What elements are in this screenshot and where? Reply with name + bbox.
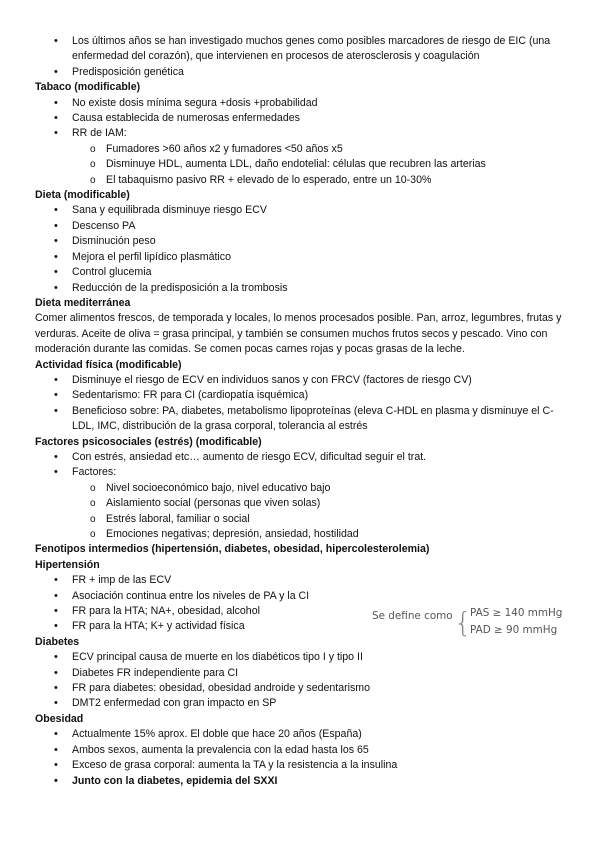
document-body: [35, 34, 575, 789]
list-item: [35, 465, 575, 480]
line-text: Exceso de grasa corporal: aumenta la TA y la resistencia a la insulina: [72, 759, 398, 772]
line-text: Dieta (modificable): [35, 189, 130, 202]
line-text: ECV principal causa de muerte en los diabéticos tipo I y tipo II: [72, 651, 363, 664]
pas-threshold: PAS ≥ 140 mmHg: [470, 607, 563, 619]
list-item: [35, 388, 575, 403]
list-item: [35, 450, 575, 465]
bullet-icon: •: [54, 219, 58, 232]
brace-icon: {: [454, 606, 472, 639]
line-text: DMT2 enfermedad con gran impacto en SP: [72, 697, 277, 710]
list-item: [35, 234, 575, 249]
line-text: Dieta mediterránea: [35, 296, 131, 309]
list-item: [35, 65, 575, 80]
sub-list-item: [35, 496, 575, 511]
bullet-icon: •: [54, 389, 58, 402]
list-item: [35, 681, 575, 696]
list-item: [35, 589, 575, 604]
line-text: Factores psicosociales (estrés) (modificable): [35, 435, 262, 448]
list-item: [35, 219, 575, 234]
line-text: Reducción de la predisposición a la trombosis: [72, 281, 288, 294]
list-item: [35, 696, 575, 711]
line-text: Beneficioso sobre: PA, diabetes, metabolismo lipoproteínas (eleva C-HDL en plasma y disminuye el C-LDL, IMC, distribución de la grasa corporal, tolerancia al estrés: [72, 404, 554, 433]
line-text: Fenotipos intermedios (hipertensión, diabetes, obesidad, hipercolesterolemia): [35, 543, 430, 556]
bullet-icon: •: [54, 204, 58, 217]
list-item: [35, 96, 575, 111]
line-text: Disminución peso: [72, 235, 156, 248]
line-text: Nivel socioeconómico bajo, nivel educativo bajo: [106, 481, 331, 494]
sub-list-item: [35, 173, 575, 188]
sub-bullet-icon: o: [90, 529, 96, 540]
bullet-icon: •: [54, 65, 58, 78]
bullet-icon: •: [54, 574, 58, 587]
line-text: Estrés laboral, familiar o social: [106, 512, 250, 525]
sub-list-item: [35, 481, 575, 496]
line-text: Sedentarismo: FR para CI (cardiopatía isquémica): [72, 389, 309, 402]
sub-list-item: [35, 157, 575, 172]
definition-lead: Se define como: [372, 610, 453, 622]
list-item: [35, 650, 575, 665]
line-text: FR para la HTA; K+ y actividad física: [72, 620, 245, 633]
list-item: [35, 573, 575, 588]
bullet-icon: •: [54, 373, 58, 386]
list-item: [35, 265, 575, 280]
list-item: [35, 666, 575, 681]
line-text: FR para diabetes: obesidad, obesidad androide y sedentarismo: [72, 682, 370, 695]
line-text: FR + imp de las ECV: [72, 574, 172, 587]
line-text: Predisposición genética: [72, 65, 184, 78]
line-text: Causa establecida de numerosas enfermedades: [72, 112, 300, 125]
sub-bullet-icon: o: [90, 174, 96, 186]
bullet-icon: •: [54, 250, 58, 263]
bullet-icon: •: [54, 651, 58, 664]
sub-bullet-icon: o: [90, 482, 96, 494]
line-text: Actividad física (modificable): [35, 358, 182, 371]
list-item: [35, 758, 575, 773]
bullet-icon: •: [54, 450, 58, 463]
line-text: Fumadores >60 años x2 y fumadores <50 años x5: [106, 142, 343, 155]
bullet-icon: •: [54, 235, 58, 248]
bullet-icon: •: [54, 127, 58, 140]
line-text: Comer alimentos frescos, de temporada y locales, lo menos procesados posible. Pan, arroz, legumbres, frutas y verduras. Aceite de oliva = grasa principal, y también se consumen muchos frutos secos y pescado. Vino con moderación durante las comidas. Se comen pocas carnes rojas y pocas grasas de la leche.: [35, 312, 562, 356]
bullet-icon: •: [54, 589, 58, 602]
line-text: Los últimos años se han investigado muchos genes como posibles marcadores de riesgo de EIC (una enfermedad del corazón), que intervienen en procesos de aterosclerosis y coagulación: [72, 35, 551, 63]
bullet-icon: •: [54, 605, 58, 618]
bullet-icon: •: [54, 774, 58, 787]
bullet-icon: •: [54, 697, 58, 710]
bullet-icon: •: [54, 728, 58, 741]
line-text: Asociación continua entre los niveles de PA y la CI: [72, 589, 310, 602]
line-text: Ambos sexos, aumenta la prevalencia con la edad hasta los 65: [72, 743, 369, 756]
section-heading: [35, 435, 575, 450]
line-text: Disminuye el riesgo de ECV en individuos sanos y con FRCV (factores de riesgo CV): [72, 373, 472, 386]
line-text: Disminuye HDL, aumenta LDL, daño endotelial: células que recubren las arterias: [106, 158, 486, 171]
line-text: Junto con la diabetes, epidemia del SXXI: [72, 774, 278, 787]
bullet-icon: •: [54, 620, 58, 633]
sub-bullet-icon: o: [90, 159, 96, 171]
bullet-icon: •: [54, 466, 58, 479]
bullet-icon: •: [54, 112, 58, 125]
line-text: Emociones negativas; depresión, ansiedad, hostilidad: [106, 528, 359, 540]
list-item: [35, 373, 575, 388]
bullet-icon: •: [54, 759, 58, 772]
section-heading: [35, 558, 575, 573]
section-heading: [35, 296, 575, 311]
sub-bullet-icon: o: [90, 513, 96, 525]
line-text: No existe dosis mínima segura +dosis +probabilidad: [72, 96, 318, 109]
line-text: Mejora el perfil lipídico plasmático: [72, 250, 231, 263]
section-heading: [35, 80, 575, 95]
bullet-icon: •: [54, 35, 58, 47]
bullet-icon: •: [54, 281, 58, 294]
line-text: Tabaco (modificable): [35, 81, 141, 94]
list-item: [35, 743, 575, 758]
line-text: Hipertensión: [35, 558, 100, 571]
section-heading: [35, 358, 575, 373]
line-text: Control glucemia: [72, 266, 152, 279]
list-item: [35, 34, 575, 65]
bullet-icon: •: [54, 666, 58, 679]
line-text: El tabaquismo pasivo RR + elevado de lo esperado, entre un 10-30%: [106, 173, 432, 186]
pad-threshold: PAD ≥ 90 mmHg: [470, 624, 558, 636]
sub-list-item: [35, 512, 575, 527]
bullet-icon: •: [54, 743, 58, 756]
list-item: [35, 126, 575, 141]
line-text: Actualmente 15% aprox. El doble que hace 20 años (España): [72, 728, 362, 741]
bullet-icon: •: [54, 266, 58, 279]
line-text: Aislamiento social (personas que viven solas): [106, 497, 321, 510]
paragraph: [35, 311, 575, 357]
line-text: Obesidad: [35, 712, 84, 725]
bullet-icon: •: [54, 682, 58, 695]
hypertension-definition: [372, 607, 572, 643]
section-heading: [35, 188, 575, 203]
section-heading: [35, 542, 575, 557]
section-heading: [35, 712, 575, 727]
line-text: Factores:: [72, 466, 117, 479]
list-item: [35, 203, 575, 218]
list-item: [35, 404, 575, 435]
list-item: [35, 774, 575, 789]
sub-bullet-icon: o: [90, 143, 96, 155]
line-text: Con estrés, ansiedad etc… aumento de riesgo ECV, dificultad seguir el trat.: [72, 450, 427, 463]
list-item: [35, 727, 575, 742]
line-text: Descenso PA: [72, 219, 136, 232]
line-text: Diabetes FR independiente para CI: [72, 666, 239, 679]
list-item: [35, 111, 575, 126]
line-text: Diabetes: [35, 635, 80, 648]
sub-list-item: [35, 142, 575, 157]
sub-list-item: [35, 527, 575, 542]
line-text: RR de IAM:: [72, 127, 127, 140]
bullet-icon: •: [54, 404, 58, 417]
line-text: FR para la HTA; NA+, obesidad, alcohol: [72, 605, 260, 618]
line-text: Sana y equilibrada disminuye riesgo ECV: [72, 204, 267, 217]
bullet-icon: •: [54, 96, 58, 109]
list-item: [35, 281, 575, 296]
list-item: [35, 250, 575, 265]
sub-bullet-icon: o: [90, 498, 96, 510]
